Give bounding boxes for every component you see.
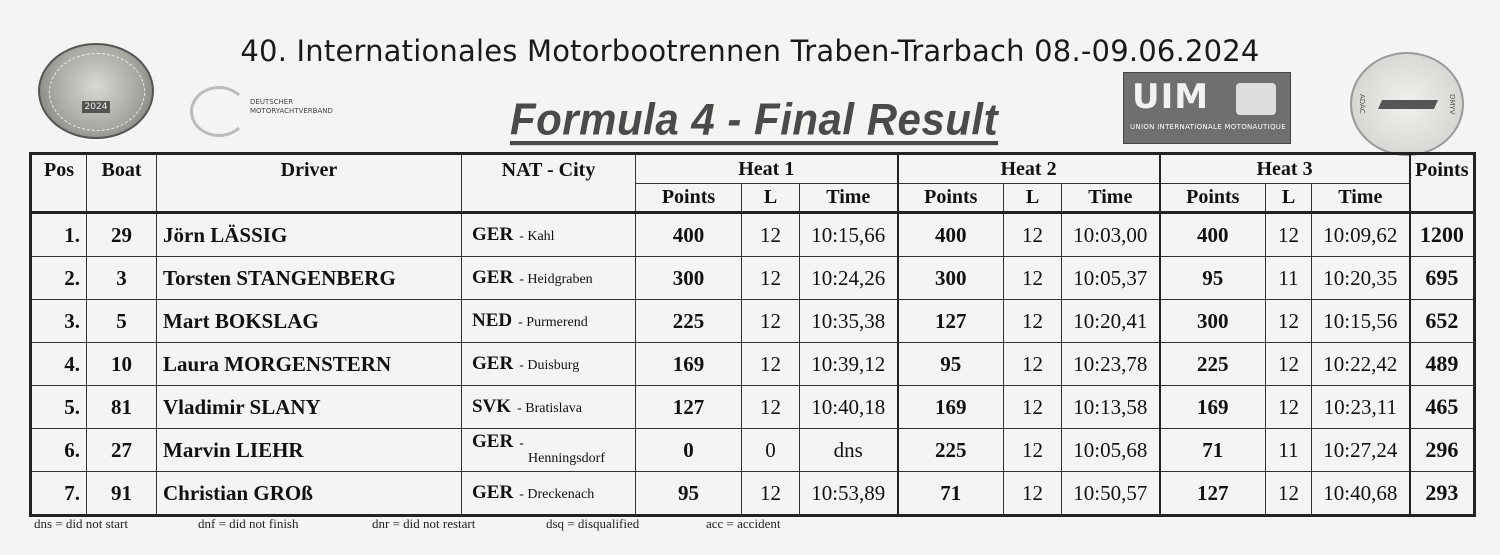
dmyv-logo-line2: MOTORYACHTVERBAND [250,107,333,115]
row-nat-city [462,300,636,343]
legend-dns: dns = did not start [34,516,128,531]
row-pos: 7. [31,472,87,516]
heat2-points: 400 [898,213,1004,257]
row-nat: GER [472,353,514,374]
heat3-laps: 12 [1266,300,1312,343]
row-pos: 1. [31,213,87,257]
col-header-pos: Pos [31,154,87,213]
heat3-time: 10:09,62 [1312,213,1410,257]
heat3-time: 10:22,42 [1312,343,1410,386]
table-row [31,472,1475,516]
col-header-heat3: Heat 3 [1160,154,1410,184]
event-logo [38,43,154,139]
heat2-points: 169 [898,386,1004,429]
heat1-time: 10:53,89 [800,472,898,516]
heat1-points: 400 [636,213,742,257]
boat-icon [1378,100,1438,109]
row-total-points: 1200 [1410,213,1475,257]
heat1-points: 127 [636,386,742,429]
row-driver: Mart BOKSLAG [157,300,462,343]
table-row [31,386,1475,429]
row-total-points: 293 [1410,472,1475,516]
row-nat-city [462,429,636,472]
row-boat: 10 [87,343,157,386]
dmyv-logo-mark [190,86,248,137]
row-driver: Laura MORGENSTERN [157,343,462,386]
row-driver: Jörn LÄSSIG [157,213,462,257]
heat2-time: 10:50,57 [1062,472,1160,516]
legend-dnf: dnf = did not finish [198,516,299,531]
heat2-points: 225 [898,429,1004,472]
legend-acc: acc = accident [706,516,781,531]
row-nat: GER [472,224,514,245]
row-total-points: 652 [1410,300,1475,343]
table-row [31,300,1475,343]
heat3-laps: 12 [1266,386,1312,429]
heat2-laps: 12 [1004,343,1062,386]
heat3-laps: 12 [1266,213,1312,257]
col-header-heat2: Heat 2 [898,154,1160,184]
dmyv-logo [190,86,350,131]
heat3-laps: 11 [1266,429,1312,472]
uim-logo-letters: UIM [1132,77,1210,117]
heat1-laps: 12 [742,300,800,343]
heat3-points: 225 [1160,343,1266,386]
heat2-points: 71 [898,472,1004,516]
row-total-points: 465 [1410,386,1475,429]
heat2-points-header: Points [898,184,1004,213]
row-driver: Torsten STANGENBERG [157,257,462,300]
heat1-laps: 12 [742,213,800,257]
uim-badge-icon [1236,83,1276,115]
row-nat-city [462,386,636,429]
heat2-time: 10:23,78 [1062,343,1160,386]
row-city: - Dreckenach [519,487,595,502]
heat2-time: 10:05,37 [1062,257,1160,300]
row-nat-city [462,343,636,386]
uim-logo [1123,72,1291,144]
row-pos: 4. [31,343,87,386]
row-nat-city [462,257,636,300]
heat1-laps: 0 [742,429,800,472]
heat2-time: 10:05,68 [1062,429,1160,472]
row-nat: GER [472,267,514,288]
legend-dnr: dnr = did not restart [372,516,476,531]
legend-dsq: dsq = disqualified [546,516,640,531]
header-row-top [31,154,1475,184]
heat3-points: 71 [1160,429,1266,472]
heat2-time: 10:13,58 [1062,386,1160,429]
row-city: - [519,436,524,451]
col-header-heat1: Heat 1 [636,154,898,184]
heat3-points: 95 [1160,257,1266,300]
heat1-time: 10:35,38 [800,300,898,343]
heat2-laps: 12 [1004,300,1062,343]
row-city: - Heidgraben [519,272,593,287]
heat3-time: 10:15,56 [1312,300,1410,343]
adac-logo-text: ADAC [1358,94,1366,114]
heat1-time-header: Time [800,184,898,213]
heat1-points: 95 [636,472,742,516]
heat2-laps: 12 [1004,472,1062,516]
dmyv-logo-text [250,98,333,116]
row-driver: Marvin LIEHR [157,429,462,472]
heat1-points: 0 [636,429,742,472]
heat3-time: 10:40,68 [1312,472,1410,516]
heat2-laps-header: L [1004,184,1062,213]
event-title: 40. Internationales Motorbootrennen Traben-Trarbach 08.-09.06.2024 [240,34,1260,68]
heat1-time: 10:24,26 [800,257,898,300]
row-pos: 2. [31,257,87,300]
heat3-laps: 12 [1266,343,1312,386]
heat3-time: 10:23,11 [1312,386,1410,429]
heat3-points: 400 [1160,213,1266,257]
heat2-laps: 12 [1004,386,1062,429]
heat1-laps: 12 [742,472,800,516]
row-city-wrapped: Henningsdorf [528,451,605,466]
heat1-points: 225 [636,300,742,343]
row-pos: 3. [31,300,87,343]
row-city: - Duisburg [519,358,580,373]
heat1-points-header: Points [636,184,742,213]
heat1-points: 300 [636,257,742,300]
col-header-nat-city: NAT - City [462,154,636,213]
heat3-points: 127 [1160,472,1266,516]
dmyv-seal-text: DMYV [1448,94,1456,115]
table-row [31,213,1475,257]
heat1-time: 10:39,12 [800,343,898,386]
col-header-boat: Boat [87,154,157,213]
row-total-points: 296 [1410,429,1475,472]
heat1-laps: 12 [742,386,800,429]
heat1-laps: 12 [742,343,800,386]
row-nat: GER [472,431,514,452]
row-pos: 5. [31,386,87,429]
col-header-total-points: Points [1410,154,1475,213]
row-nat: GER [472,482,514,503]
row-nat-city [462,472,636,516]
heat2-time: 10:03,00 [1062,213,1160,257]
row-boat: 81 [87,386,157,429]
heat3-time: 10:27,24 [1312,429,1410,472]
heat2-laps: 12 [1004,257,1062,300]
row-boat: 27 [87,429,157,472]
row-nat: SVK [472,396,512,417]
row-boat: 29 [87,213,157,257]
heat1-time: 10:40,18 [800,386,898,429]
row-boat: 5 [87,300,157,343]
heat2-time: 10:20,41 [1062,300,1160,343]
heat3-time-header: Time [1312,184,1410,213]
heat1-points: 169 [636,343,742,386]
heat3-laps-header: L [1266,184,1312,213]
row-total-points: 489 [1410,343,1475,386]
table-row [31,257,1475,300]
heat3-laps: 12 [1266,472,1312,516]
adac-dmyv-logo [1350,52,1464,156]
row-pos: 6. [31,429,87,472]
table-row [31,343,1475,386]
row-total-points: 695 [1410,257,1475,300]
result-subtitle: Formula 4 - Final Result [510,94,999,145]
heat2-laps: 12 [1004,213,1062,257]
heat2-points: 95 [898,343,1004,386]
col-header-driver: Driver [157,154,462,213]
heat1-time: dns [800,429,898,472]
table-row [31,429,1475,472]
row-city: - Bratislava [517,401,582,416]
results-table [29,152,1476,517]
heat2-points: 300 [898,257,1004,300]
heat3-laps: 11 [1266,257,1312,300]
heat2-time-header: Time [1062,184,1160,213]
row-boat: 3 [87,257,157,300]
heat2-laps: 12 [1004,429,1062,472]
event-logo-ring [49,53,145,131]
row-nat-city [462,213,636,257]
event-logo-year: 2024 [82,101,110,113]
heat1-laps: 12 [742,257,800,300]
dmyv-logo-line1: DEUTSCHER [250,98,294,106]
heat3-points: 169 [1160,386,1266,429]
row-driver: Christian GROß [157,472,462,516]
uim-logo-caption: UNION INTERNATIONALE MOTONAUTIQUE [1130,123,1286,131]
heat2-points: 127 [898,300,1004,343]
heat3-points: 300 [1160,300,1266,343]
heat3-points-header: Points [1160,184,1266,213]
heat3-time: 10:20,35 [1312,257,1410,300]
row-nat: NED [472,310,513,331]
row-boat: 91 [87,472,157,516]
row-driver: Vladimir SLANY [157,386,462,429]
heat1-time: 10:15,66 [800,213,898,257]
row-city: - Purmerend [518,315,588,330]
row-city: - Kahl [519,229,555,244]
heat1-laps-header: L [742,184,800,213]
